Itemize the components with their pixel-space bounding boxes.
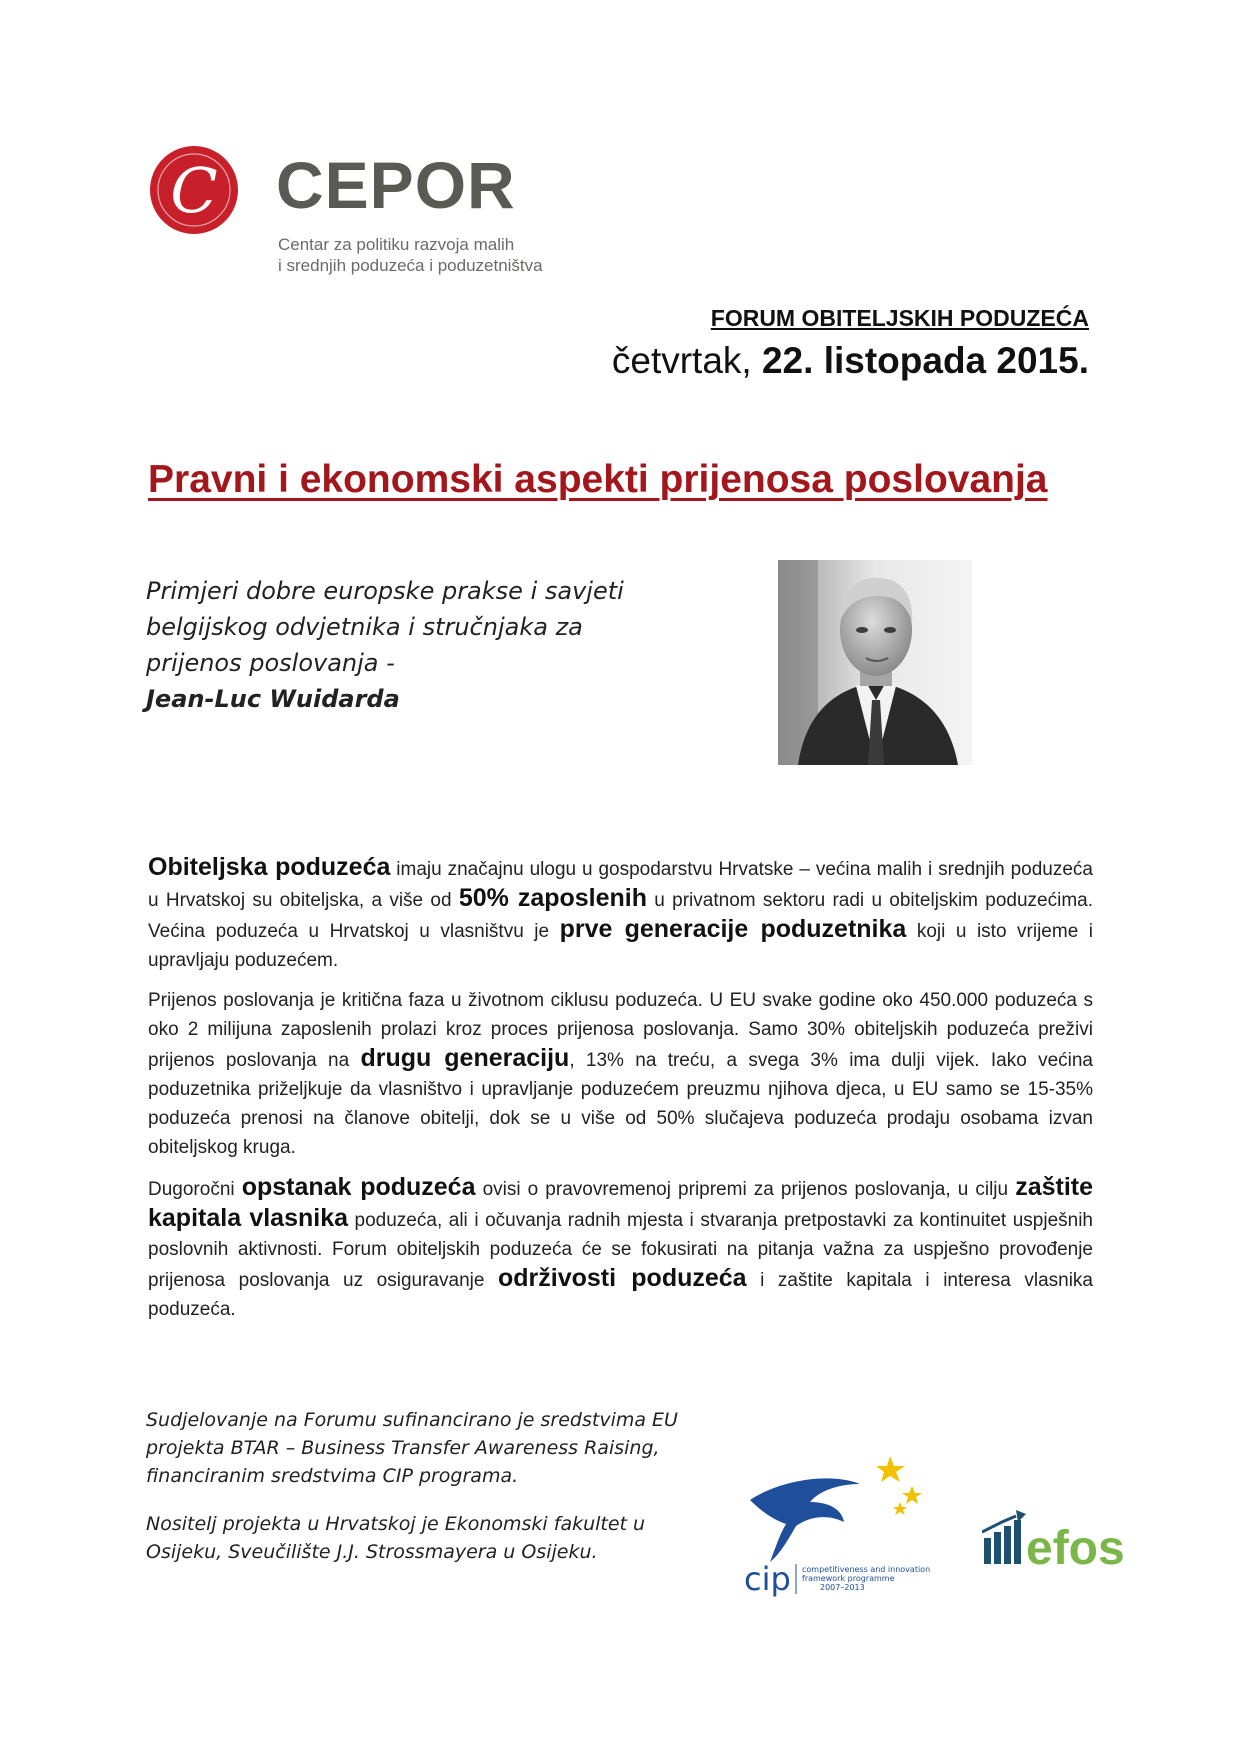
text-run: imaju značajnu ulogu u gospodarstvu Hrvatske – većina malih i srednjih poduzeća u Hrvatskoj su obiteljska, a više od xyxy=(148,859,1093,911)
paragraph xyxy=(148,986,1093,1162)
emphasis-text: prve generacije poduzetnika xyxy=(559,915,907,943)
text-run: Dugoročni xyxy=(148,1179,242,1200)
cip-tagline-2: framework programme xyxy=(802,1574,895,1583)
logo-letter: C xyxy=(170,154,218,227)
speaker-photo xyxy=(778,560,972,765)
emphasis-text: opstanak poduzeća xyxy=(241,1173,476,1201)
logo-subtitle-line2: i srednjih poduzeća i poduzetništva xyxy=(278,256,543,275)
logo-subtitle-line1: Centar za politiku razvoja malih xyxy=(278,235,515,254)
gazelle-icon xyxy=(750,1478,860,1562)
project-holder-note: Nositelj projekta u Hrvatskoj je Ekonomski fakultet u Osijeku, Sveučilište J.J. Strossmayera u Osijeku. xyxy=(146,1513,646,1563)
text-run: u privatnom sektoru radi u obiteljskim poduzećima. Većina poduzeća u Hrvatskoj u vlasništvu je xyxy=(148,890,1094,942)
event-weekday: četvrtak, xyxy=(611,340,762,381)
page-headline: Pravni i ekonomski aspekti prijenosa poslovanja xyxy=(148,458,1048,501)
star-icon xyxy=(893,1502,907,1515)
event-title: FORUM OBITELJSKIH PODUZEĆA xyxy=(710,305,1089,331)
emphasis-text: 50% zaposlenih xyxy=(458,884,648,912)
cepor-logo-mark xyxy=(150,146,238,234)
text-run: , 13% na treću, a svega 3% ima dulji vijek. Iako većina poduzetnika priželjkuje da vlasništvo i upravljanje poduzećem preuzmu njihova djeca, u EU samo se 15-35% poduzeća prenosi na članove obitelji, dok se u više od 50% slučajeva poduzeća prodaju osobama izvan obiteljskog kruga. xyxy=(148,1050,1093,1158)
cip-tagline-1: competitiveness and innovation xyxy=(802,1565,930,1574)
footer-note xyxy=(146,1406,686,1586)
event-date-value: 22. listopada 2015. xyxy=(761,340,1089,381)
emphasis-text: održivosti poduzeća xyxy=(497,1264,747,1292)
event-date xyxy=(612,340,1089,382)
logo-name: CEPOR xyxy=(276,148,516,222)
efos-name: efos xyxy=(1026,1522,1125,1574)
star-icon xyxy=(902,1486,922,1504)
subtitle xyxy=(146,573,666,717)
star-icon xyxy=(876,1456,905,1482)
text-run: Prijenos poslovanja je kritična faza u životnom ciklusu poduzeća. U EU svake godine oko 450.000 poduzeća s oko 2 milijuna zaposlenih prolazi kroz proces prijenosa poslovanja. Samo 30% obiteljskih poduzeća preživi prijenos poslovanja na xyxy=(148,990,1093,1071)
efos-logo xyxy=(982,1510,1142,1574)
emphasis-text: Obiteljska poduzeća xyxy=(148,853,391,881)
funding-note: Sudjelovanje na Forumu sufinancirano je sredstvima EU projekta BTAR – Business Transfer Awareness Raising, financiranim sredstvima CIP programa. xyxy=(146,1409,678,1487)
logo-subtitle xyxy=(278,234,543,276)
paragraph xyxy=(148,1173,1093,1324)
cip-logo xyxy=(740,1450,930,1600)
body-text xyxy=(148,853,1093,1335)
text-run: poduzeća, ali i očuvanja radnih mjesta i stvaranja pretpostavki za kontinuitet uspješnih poslovnih aktivnosti. Forum obiteljskih poduzeća će se fokusirati na pitanja važna za uspješno provođenje prijenosa poslovanja uz osiguravanje xyxy=(148,1210,1093,1291)
subtitle-text: Primjeri dobre europske prakse i savjeti belgijskog odvjetnika i stručnjaka za prijenos poslovanja - xyxy=(146,577,624,677)
text-run: ovisi o pravovremenoj pripremi za prijenos poslovanja, u cilju xyxy=(475,1179,1016,1200)
text-run: i zaštite kapitala i interesa vlasnika poduzeća. xyxy=(148,1270,1093,1320)
paragraph xyxy=(148,853,1093,975)
cip-name: cip xyxy=(744,1560,791,1598)
text-run: koji u isto vrijeme i upravljaju poduzećem. xyxy=(148,921,1093,971)
emphasis-text: zaštite kapitala vlasnika xyxy=(148,1173,1093,1232)
emphasis-text: drugu generaciju xyxy=(360,1044,570,1072)
speaker-name: Jean-Luc Wuidarda xyxy=(146,685,400,713)
cip-years: 2007–2013 xyxy=(820,1583,865,1592)
